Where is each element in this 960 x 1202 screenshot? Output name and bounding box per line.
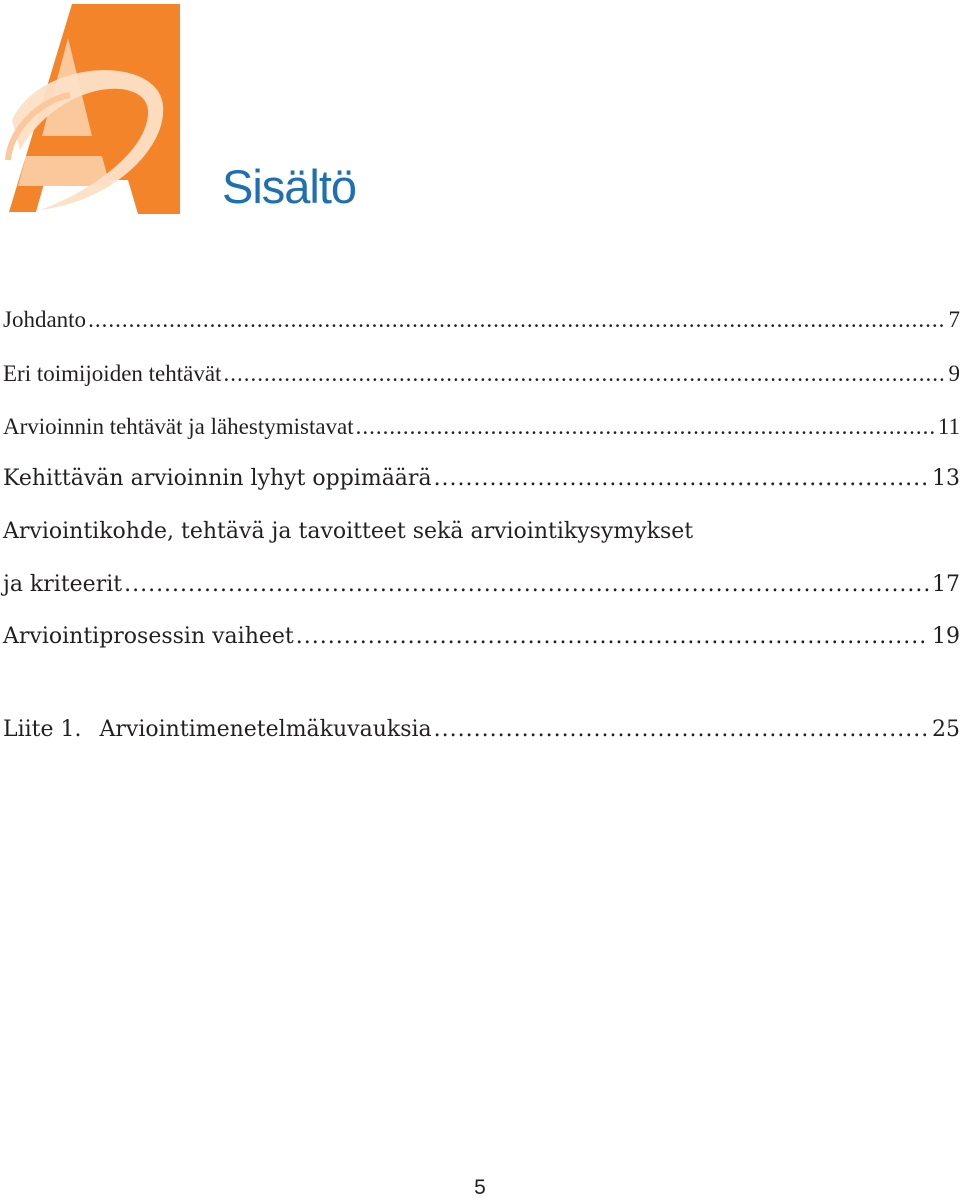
toc-entry[interactable] bbox=[3, 359, 960, 389]
toc-entry[interactable] bbox=[3, 305, 960, 335]
toc-leader-dots bbox=[223, 359, 945, 389]
toc-entry-page: 7 bbox=[948, 307, 960, 332]
appendix-label: Liite 1. bbox=[3, 717, 82, 742]
toc-leader-dots bbox=[434, 715, 929, 745]
toc-entry-title: Arviointiprosessin vaiheet bbox=[3, 624, 294, 649]
toc-entry[interactable] bbox=[3, 412, 960, 442]
page-number: 5 bbox=[474, 1176, 486, 1199]
toc-entry-page: 17 bbox=[932, 572, 960, 597]
appendix-title: Arviointimenetelmäkuvauksia bbox=[99, 717, 432, 742]
toc-entry[interactable] bbox=[3, 622, 960, 652]
toc-leader-dots bbox=[356, 412, 935, 442]
toc-entry-page: 25 bbox=[932, 717, 960, 742]
toc-appendix-entry[interactable] bbox=[3, 715, 960, 745]
toc-entry[interactable] bbox=[3, 464, 960, 494]
toc-leader-dots bbox=[296, 622, 929, 652]
toc-leader-dots bbox=[124, 570, 929, 600]
toc-entry[interactable] bbox=[3, 570, 960, 600]
toc-entry-title: ja kriteerit bbox=[3, 572, 123, 597]
page-title: Sisältö bbox=[222, 160, 357, 213]
toc-leader-dots bbox=[88, 305, 945, 335]
toc-entry-title: Johdanto bbox=[3, 307, 87, 332]
toc-leader-dots bbox=[434, 464, 929, 494]
toc-entry-page: 19 bbox=[932, 624, 960, 649]
toc-entry-page: 13 bbox=[932, 466, 960, 491]
toc-entry-title: Arvioinnin tehtävät ja lähestymistavat bbox=[3, 414, 354, 439]
toc-entry-page: 9 bbox=[948, 361, 960, 386]
toc-entry-title-line[interactable]: Arviointikohde, tehtävä ja tavoitteet sekä arviointikysymykset bbox=[3, 519, 694, 544]
toc-entry-page: 11 bbox=[937, 414, 960, 439]
toc-entry-title: Kehittävän arvioinnin lyhyt oppimäärä bbox=[3, 466, 432, 491]
toc-entry-title: Eri toimijoiden tehtävät bbox=[3, 361, 222, 386]
